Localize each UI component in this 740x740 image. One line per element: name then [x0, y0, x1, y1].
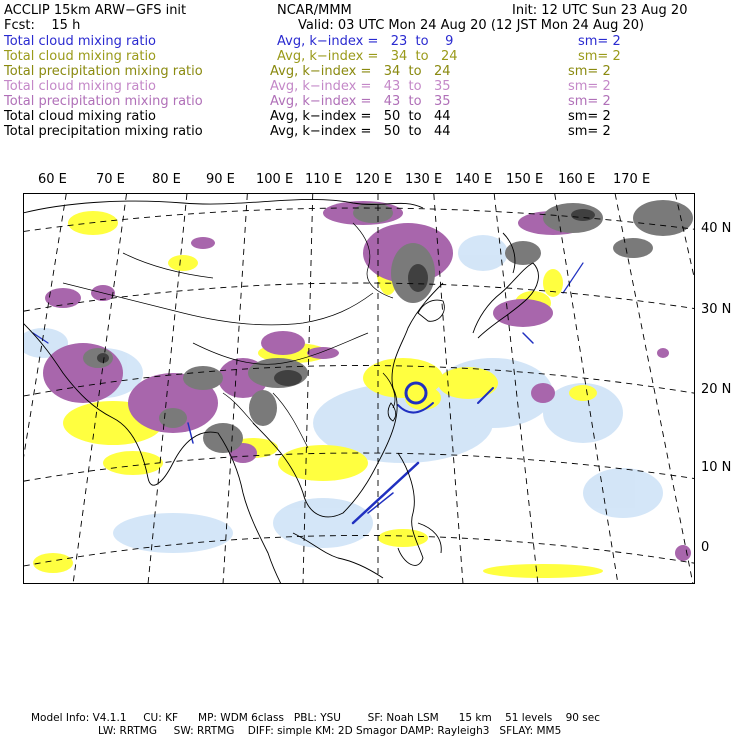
legend-smoothing: sm= 2	[578, 34, 621, 49]
legend-row	[0, 49, 740, 64]
legend-smoothing: sm= 2	[568, 79, 611, 94]
longitude-label: 90 E	[206, 172, 235, 187]
latitude-label: 0	[701, 540, 710, 555]
legend-smoothing: sm= 2	[568, 109, 611, 124]
legend-level-range: Avg, k−index = 50 to 44	[270, 109, 451, 124]
legend-row	[0, 94, 740, 109]
latitude-label: 20 N	[701, 382, 732, 397]
legend-field: Total cloud mixing ratio	[4, 34, 157, 49]
legend-smoothing: sm= 2	[578, 49, 621, 64]
latitude-label: 30 N	[701, 302, 732, 317]
longitude-label: 160 E	[558, 172, 596, 187]
legend-level-range: Avg, k−index = 23 to 9	[277, 34, 454, 49]
model-info-line2: LW: RRTMG SW: RRTMG DIFF: simple KM: 2D Smagor DAMP: Rayleigh3 SFLAY: MM5	[98, 725, 562, 737]
legend-row	[0, 34, 740, 49]
center-label: NCAR/MMM	[277, 3, 352, 18]
legend-row	[0, 109, 740, 124]
init-time: Init: 12 UTC Sun 23 Aug 20	[512, 3, 688, 18]
legend-level-range: Avg, k−index = 34 to 24	[270, 64, 451, 79]
legend-field: Total precipitation mixing ratio	[4, 124, 203, 139]
longitude-label: 60 E	[38, 172, 67, 187]
forecast-map	[23, 193, 695, 584]
legend-field: Total cloud mixing ratio	[4, 49, 157, 64]
legend-smoothing: sm= 2	[568, 94, 611, 109]
legend-level-range: Avg, k−index = 34 to 24	[277, 49, 458, 64]
longitude-label: 70 E	[96, 172, 125, 187]
longitude-label: 80 E	[152, 172, 181, 187]
valid-time: Valid: 03 UTC Mon 24 Aug 20 (12 JST Mon 24 Aug 20)	[298, 18, 645, 33]
legend-field: Total precipitation mixing ratio	[4, 64, 203, 79]
latitude-label: 40 N	[701, 221, 732, 236]
legend-smoothing: sm= 2	[568, 124, 611, 139]
legend-field: Total cloud mixing ratio	[4, 109, 157, 124]
legend-row	[0, 79, 740, 94]
longitude-label: 100 E	[256, 172, 294, 187]
longitude-label: 130 E	[405, 172, 443, 187]
latitude-label: 10 N	[701, 460, 732, 475]
longitude-label: 140 E	[455, 172, 493, 187]
legend-level-range: Avg, k−index = 43 to 35	[270, 79, 451, 94]
longitude-label: 150 E	[506, 172, 544, 187]
legend-row	[0, 64, 740, 79]
legend-level-range: Avg, k−index = 43 to 35	[270, 94, 451, 109]
longitude-label: 110 E	[305, 172, 343, 187]
forecast-hour: Fcst: 15 h	[4, 18, 81, 33]
legend-field: Total precipitation mixing ratio	[4, 94, 203, 109]
legend-level-range: Avg, k−index = 50 to 44	[270, 124, 451, 139]
legend-row	[0, 124, 740, 139]
longitude-label: 170 E	[613, 172, 651, 187]
legend-smoothing: sm= 2	[568, 64, 611, 79]
longitude-label: 120 E	[355, 172, 393, 187]
model-info-line1: Model Info: V4.1.1 CU: KF MP: WDM 6class PBL: YSU SF: Noah LSM 15 km 51 levels 90 sec	[31, 712, 600, 724]
legend-field: Total cloud mixing ratio	[4, 79, 157, 94]
model-title: ACCLIP 15km ARW−GFS init	[4, 3, 187, 18]
